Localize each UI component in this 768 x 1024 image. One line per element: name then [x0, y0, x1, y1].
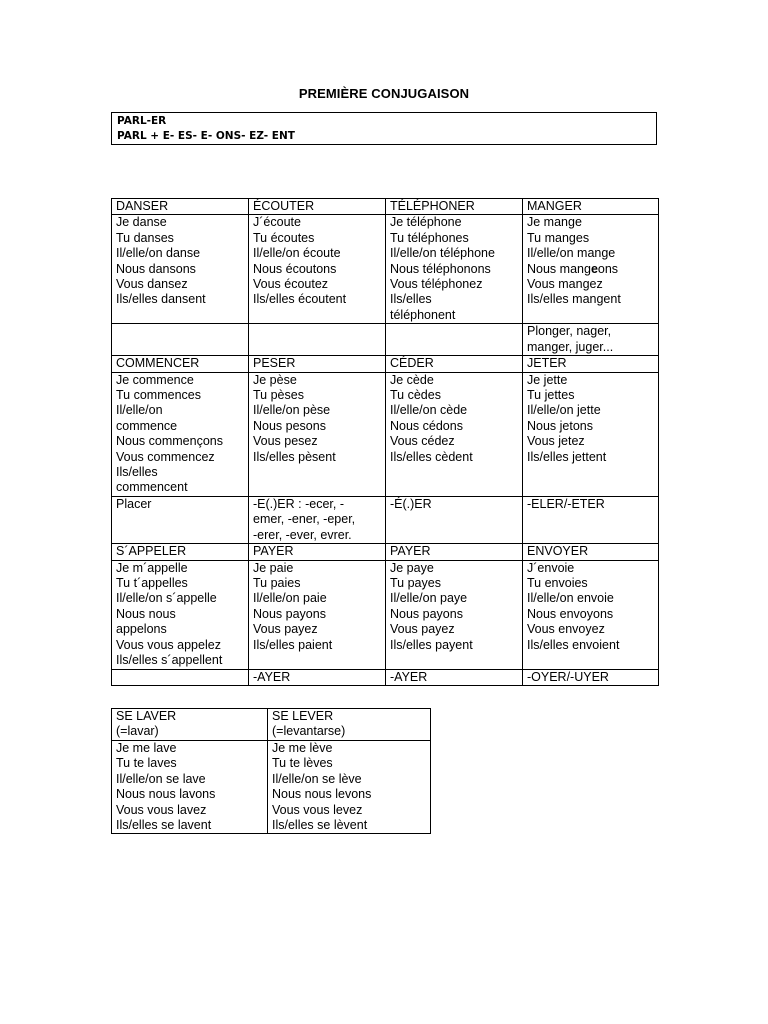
verb-header-ceder: CÉDER — [386, 356, 523, 372]
pattern-note-empty — [112, 669, 249, 685]
conjugation-commencer: Je commence Tu commences Il/elle/on commence Nous commençons Vous commencez Ils/elles commencent — [112, 372, 249, 496]
verb-header-telephoner: TÉLÉPHONER — [386, 199, 523, 215]
verb-header-se-laver: SE LAVER (=lavar) — [112, 709, 268, 741]
reflexive-verbs-table — [111, 708, 431, 834]
table-row — [112, 741, 431, 834]
verb-header-se-lever: SE LEVER (=levantarse) — [268, 709, 431, 741]
parl-er-rule-box — [111, 112, 657, 145]
pattern-note-e-acute-er: -É(.)ER — [386, 496, 523, 543]
verb-header-payer-y: PAYER — [386, 544, 523, 560]
conjugation-peser: Je pèse Tu pèses Il/elle/on pèse Nous pesons Vous pesez Ils/elles pèsent — [249, 372, 386, 496]
conjugation-se-laver: Je me lave Tu te laves Il/elle/on se lave Nous nous lavons Vous vous lavez Ils/elles se lavent — [112, 741, 268, 834]
verb-header-envoyer: ENVOYER — [523, 544, 659, 560]
table-row — [112, 356, 659, 372]
rule-stem: PARL-ER — [117, 115, 167, 127]
conjugation-telephoner: Je téléphone Tu téléphones Il/elle/on téléphone Nous téléphonons Vous téléphonez Ils/elles téléphonent — [386, 215, 523, 324]
verb-header-sappeler: S´APPELER — [112, 544, 249, 560]
verb-header-ecouter: ÉCOUTER — [249, 199, 386, 215]
pattern-note-ayer: -AYER — [249, 669, 386, 685]
table-row — [112, 199, 659, 215]
conjugation-envoyer: J´envoie Tu envoies Il/elle/on envoie Nous envoyons Vous envoyez Ils/elles envoient — [523, 560, 659, 669]
note-cell — [386, 324, 523, 356]
table-row — [112, 560, 659, 669]
note-cell — [249, 324, 386, 356]
table-row — [112, 709, 431, 741]
table-row — [112, 324, 659, 356]
page-title: PREMIÈRE CONJUGAISON — [298, 86, 470, 101]
table-row — [112, 372, 659, 496]
table-row — [112, 496, 659, 543]
verb-header-manger: MANGER — [523, 199, 659, 215]
conjugation-danser: Je danse Tu danses Il/elle/on danse Nous dansons Vous dansez Ils/elles dansent — [112, 215, 249, 324]
conjugation-jeter: Je jette Tu jettes Il/elle/on jette Nous jetons Vous jetez Ils/elles jettent — [523, 372, 659, 496]
pattern-note-e-er: -E(.)ER : -ecer, - emer, -ener, -eper, -erer, -ever, evrer. — [249, 496, 386, 543]
rule-endings: PARL + E- ES- E- ONS- EZ- ENT — [117, 130, 295, 142]
verb-header-jeter: JETER — [523, 356, 659, 372]
conjugation-manger: Je mange Tu manges Il/elle/on mange Nous mangeons Vous mangez Ils/elles mangent — [523, 215, 659, 324]
verb-header-commencer: COMMENCER — [112, 356, 249, 372]
table-row — [112, 544, 659, 560]
note-similar-verbs: Plonger, nager, manger, juger... — [523, 324, 659, 356]
verb-header-peser: PESER — [249, 356, 386, 372]
conjugation-se-lever: Je me lève Tu te lèves Il/elle/on se lève Nous nous levons Vous vous levez Ils/elles se lèvent — [268, 741, 431, 834]
conjugation-sappeler: Je m´appelle Tu t´appelles Il/elle/on s´appelle Nous nous appelons Vous vous appelez Ils/elles s´appellent — [112, 560, 249, 669]
pattern-note-oyer-uyer: -OYER/-UYER — [523, 669, 659, 685]
conjugation-table — [111, 198, 659, 686]
table-row — [112, 215, 659, 324]
pattern-note-eler-eter: -ELER/-ETER — [523, 496, 659, 543]
conjugation-ceder: Je cède Tu cèdes Il/elle/on cède Nous cédons Vous cédez Ils/elles cèdent — [386, 372, 523, 496]
conjugation-payer-y: Je paye Tu payes Il/elle/on paye Nous payons Vous payez Ils/elles payent — [386, 560, 523, 669]
note-cell — [112, 324, 249, 356]
pattern-note-placer: Placer — [112, 496, 249, 543]
pattern-note-ayer: -AYER — [386, 669, 523, 685]
table-row — [112, 669, 659, 685]
verb-header-danser: DANSER — [112, 199, 249, 215]
verb-header-payer-i: PAYER — [249, 544, 386, 560]
conjugation-payer-i: Je paie Tu paies Il/elle/on paie Nous payons Vous payez Ils/elles paient — [249, 560, 386, 669]
conjugation-ecouter: J´écoute Tu écoutes Il/elle/on écoute Nous écoutons Vous écoutez Ils/elles écoutent — [249, 215, 386, 324]
